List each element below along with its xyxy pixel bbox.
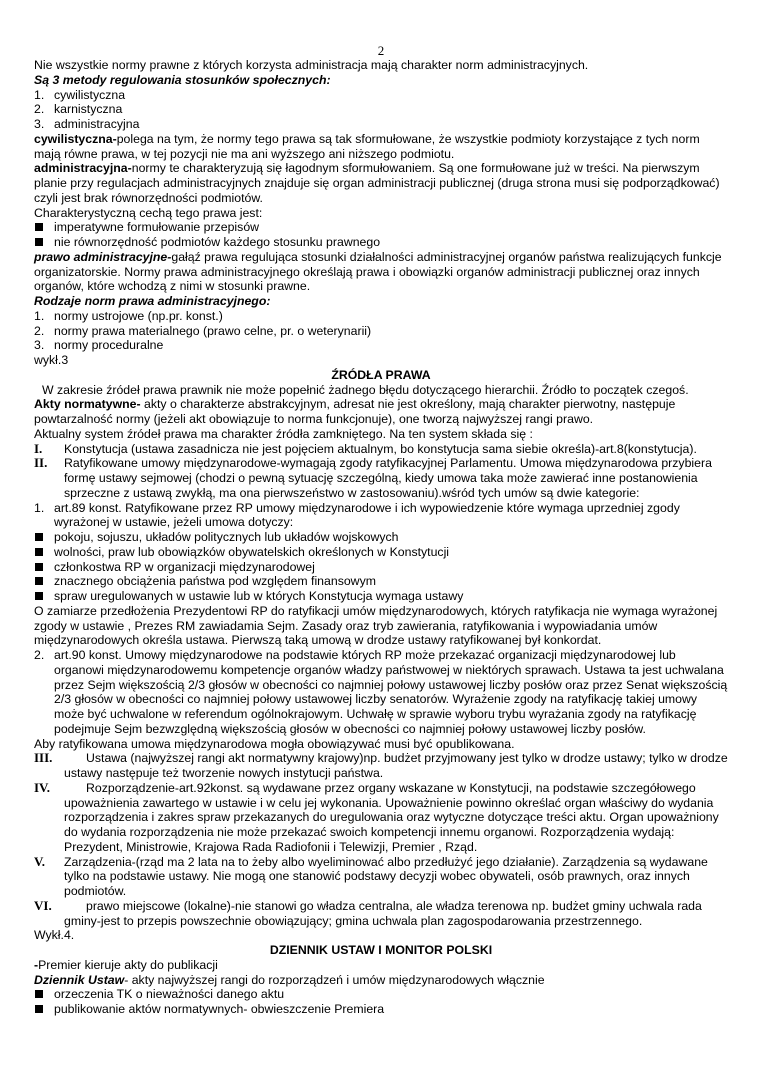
bullet-square-icon [35, 563, 43, 571]
dash: - [34, 957, 39, 972]
list-item [34, 220, 728, 235]
list-item-text: publikowanie aktów normatywnych- obwieszczenie Premiera [54, 1002, 385, 1016]
roman-item [34, 442, 728, 457]
kinds-heading: Rodzaje norm prawa administracyjnego: [34, 294, 271, 308]
list-item-text: spraw uregulowanych w ustawie lub w których Konstytucja wymaga ustawy [54, 589, 464, 603]
list-item [34, 560, 728, 575]
list-item-text: nie równorzędność podmiotów każdego stosunku prawnego [54, 235, 381, 249]
document-page [34, 44, 728, 1017]
list-item-text: prawo miejscowe (lokalne)-nie stanowi go władza centralna, ale władza terenowa np. budżet gminy uchwala rada gminy-jest to przepis powszechnie obowiązujący; gmina uchwala plan zagospodarowania przestrzennego. [64, 898, 702, 928]
roman-numeral: III. [34, 750, 53, 766]
roman-item [34, 899, 728, 929]
list-item-text: Ustawa (najwyższej rangi akt normatywny krajowy)np. budżet przyjmowany jest tylko w drodze ustawy; tylko w drodze ustawy następuje też tworzenie nowych instytucji państwa. [64, 751, 728, 780]
roman-numeral: I. [34, 440, 43, 456]
definition-text: - akty najwyższej rangi do rozporządzeń i umów międzynarodowych włącznie [124, 972, 545, 987]
list-item [34, 117, 728, 132]
premier-paragraph [34, 958, 728, 973]
bullet-square-icon [35, 577, 43, 585]
list-item [34, 338, 728, 353]
definition-text: gałąź prawa regulująca stosunki działalności administracyjnej organów państwa realizujących funkcje organizatorskie. Normy prawa administracyjnego określają prawa i obowiązki organów administracji publicznej oraz innych organów, które wchodzą z nimi w stosunki prawne. [34, 249, 722, 294]
sources-intro: W zakresie źródeł prawa prawnik nie może popełnić żadnego błędu dotyczącego hierarchii. Źródło to początek czegoś. [42, 382, 689, 397]
list-item-text: członkostwa RP w organizacji międzynarodowej [54, 559, 315, 574]
roman-numeral: V. [34, 853, 45, 869]
bullet-square-icon [35, 548, 43, 556]
list-item-text: normy proceduralne [54, 338, 164, 353]
list-item-text: normy ustrojowe (np.pr. konst.) [54, 308, 223, 323]
list-item [34, 1002, 728, 1017]
list-item [34, 987, 728, 1002]
bullet-square-icon [35, 223, 43, 231]
list-number: 3. [34, 117, 45, 131]
list-item-text: Rozporządzenie-art.92konst. są wydawane przez organy wskazane w Konstytucji, na podstawie szczegółowego upoważnienia zawartego w ustawie i w celu jej wykonania. Upoważnienie powinno określać organ właściwy do wydania rozporządzenia i zakres spraw przekazanych do uregulowania oraz wytyczne dotyczące treści aktu. Organ upoważniony do wydania rozporządzenia nie może przekazać swoich kompetencji innemu organowi. Rozporządzenia wydają: Prezydent, Ministrowie, Krajowa Rada Radiofonii i Telewizji, Premier , Rząd. [64, 780, 719, 854]
list-item-text: znacznego obciążenia państwa pod względem finansowym [54, 574, 376, 589]
list-item [34, 530, 728, 545]
admin-law-definition [34, 250, 728, 294]
bullet-square-icon [35, 990, 43, 998]
list-item-text: orzeczenia TK o nieważności danego aktu [54, 987, 285, 1002]
admin-definition [34, 161, 728, 205]
term: cywilistyczna- [34, 131, 117, 146]
roman-item [34, 781, 728, 855]
journal-definition [34, 973, 728, 988]
roman-item [34, 855, 728, 899]
list-item [34, 88, 728, 103]
list-item-text: normy prawa materialnego (prawo celne, pr. o weterynarii) [54, 323, 372, 338]
term: Dziennik Ustaw [34, 972, 125, 987]
list-item [34, 501, 728, 531]
list-item-text: administracyjna [54, 117, 140, 131]
intro-paragraph: Nie wszystkie normy prawne z których korzysta administracja mają charakter norm administracyjnych. [34, 58, 589, 72]
page-number: 2 [377, 43, 385, 58]
paragraph-text: Premier kieruje akty do publikacji [38, 957, 218, 972]
list-item-text: karnistyczna [54, 102, 123, 117]
list-item [34, 545, 728, 560]
roman-numeral: IV. [34, 779, 51, 795]
section-title: DZIENNIK USTAW I MONITOR POLSKI [269, 943, 493, 957]
list-number: 3. [34, 338, 45, 353]
ratification-paragraph: O zamiarze przedłożenia Prezydentowi RP do ratyfikacji umów międzynarodowych, których ratyfikacja nie wymaga wyrażonej zgody w ustawie , Prezes RM zawiadamia Sejm. Zasady oraz tryb zawierania, ratyfikowania i wypowiadania umów międzynarodowych określa ustawa. Pierwszą taką umową w drodze ustawy ratyfikowanej był konkordat. [34, 603, 718, 648]
list-item [34, 589, 728, 604]
bullet-square-icon [35, 238, 43, 246]
bullet-square-icon [35, 592, 43, 600]
list-number: 1. [34, 500, 45, 515]
definition-text: polega na tym, że normy tego prawa są tak sformułowane, że wszystkie podmioty korzystające z tych norm mają równe prawa, w tej pozycji nie ma ani wyższego ani niższego podmiotu. [34, 131, 700, 161]
list-item-text: Konstytucja (ustawa zasadnicza nie jest pojęciem aktualnym, bo konstytucja sama siebie określa)-art.8(konstytucja). [64, 441, 697, 456]
list-item-text: wolności, praw lub obowiązków obywatelskich określonych w Konstytucji [54, 544, 450, 559]
lecture-marker: wykł.3 [34, 353, 69, 367]
section-title: ŹRÓDŁA PRAWA [331, 367, 431, 382]
term: prawo administracyjne- [34, 249, 172, 264]
roman-item [34, 751, 728, 781]
list-number: 2. [34, 102, 45, 117]
list-item-text: Ratyfikowane umowy międzynarodowe-wymagają zgody ratyfikacyjnej Parlamentu. Umowa międzynarodowa przybiera formę ustawy sejmowej (chodzi o pewną sytuację szczególną, kiedy umowa taka może zawierać inne postanowienia sprzeczne z ustawą zwykłą, ma ona pierwszeństwo w zastosowaniu).wśród tych umów są dwie kategorie: [64, 456, 712, 500]
civil-definition [34, 132, 728, 162]
list-item-text: pokoju, sojuszu, układów politycznych lub układów wojskowych [54, 530, 399, 544]
definition-text: akty o charakterze abstrakcyjnym, adresat nie jest określony, mają charakter pierwotny, następuje powtarzalność normy (jeżeli akt obowiązuje to norma funkcjonuje), one tworzą najwyższej rangi prawo. [34, 397, 676, 426]
list-item [34, 309, 728, 324]
list-number: 2. [34, 648, 45, 662]
list-item [34, 102, 728, 117]
lecture-marker: Wykł.4. [34, 928, 75, 943]
roman-numeral: II. [34, 455, 48, 471]
term: administracyjna- [34, 161, 132, 176]
publish-paragraph: Aby ratyfikowana umowa międzynarodowa mogła obowiązywać musi być opublikowana. [34, 736, 515, 751]
list-item-text: Zarządzenia-(rząd ma 2 lata na to żeby albo wyeliminować albo przedłużyć jego działanie). Zarządzenia są wydawane tylko na podstawie ustawy. Nie mogą one stanowić podstawy decyzji wobec obywateli, osób prawnych, oraz innych podmiotów. [64, 854, 708, 898]
list-item [34, 324, 728, 339]
system-paragraph: Aktualny system źródeł prawa ma charakter źródła zamkniętego. Na ten system składa się : [34, 426, 533, 441]
list-item [34, 648, 728, 737]
methods-list [34, 88, 728, 132]
acts-definition [34, 397, 728, 427]
list-number: 1. [34, 308, 45, 323]
list-item-text: art.89 konst. Ratyfikowane przez RP umowy międzynarodowe i ich wypowiedzenie które wymaga uprzedniej zgody wyrażonej w ustawie, jeżeli umowa dotyczy: [54, 500, 680, 530]
feature-heading: Charakterystyczną cechą tego prawa jest: [34, 205, 263, 220]
list-item-text: imperatywne formułowanie przepisów [54, 220, 260, 235]
roman-item [34, 456, 728, 500]
definition-text: normy te charakteryzują się łagodnym sformułowaniem. Są one formułowane już w treści. Na pierwszym planie przy regulacjach administracyjnych znajduje się organ administracji publicznej (druga strona musi się podporządkować) czyli jest brak równorzędności podmiotów. [34, 161, 720, 205]
roman-numeral: VI. [34, 897, 52, 913]
list-item-text: art.90 konst. Umowy międzynarodowe na podstawie których RP może przekazać organizacji międzynarodowej lub organowi międzynarodowemu kompetencje organów władzy państwowej w niektórych sprawach. Ustawa ta jest uchwalana przez Sejm większością 2/3 głosów w obecności co najmniej połowy ustawowej liczby posłów oraz przez Senat większością 2/3 głosów w obecności co najmniej połowy ustawowej liczby senatorów. Wyrażenie zgody na ratyfikację takiej umowy może być uchwalone w referendum ogólnokrajowym. Uchwałę w sprawie wyboru trybu wyrażania zgody na ratyfikację podejmuje Sejm bezwzględną większością głosów w obecności co najmniej połowy ustawowej liczby posłów. [54, 648, 728, 736]
list-number: 2. [34, 323, 45, 338]
list-number: 1. [34, 87, 45, 102]
list-item-text: cywilistyczna [54, 87, 126, 102]
list-item [34, 235, 728, 250]
bullet-square-icon [35, 1005, 43, 1013]
list-item [34, 574, 728, 589]
methods-heading: Są 3 metody regulowania stosunków społecznych: [34, 72, 331, 87]
bullet-square-icon [35, 533, 43, 541]
term: Akty normatywne- [34, 397, 141, 412]
